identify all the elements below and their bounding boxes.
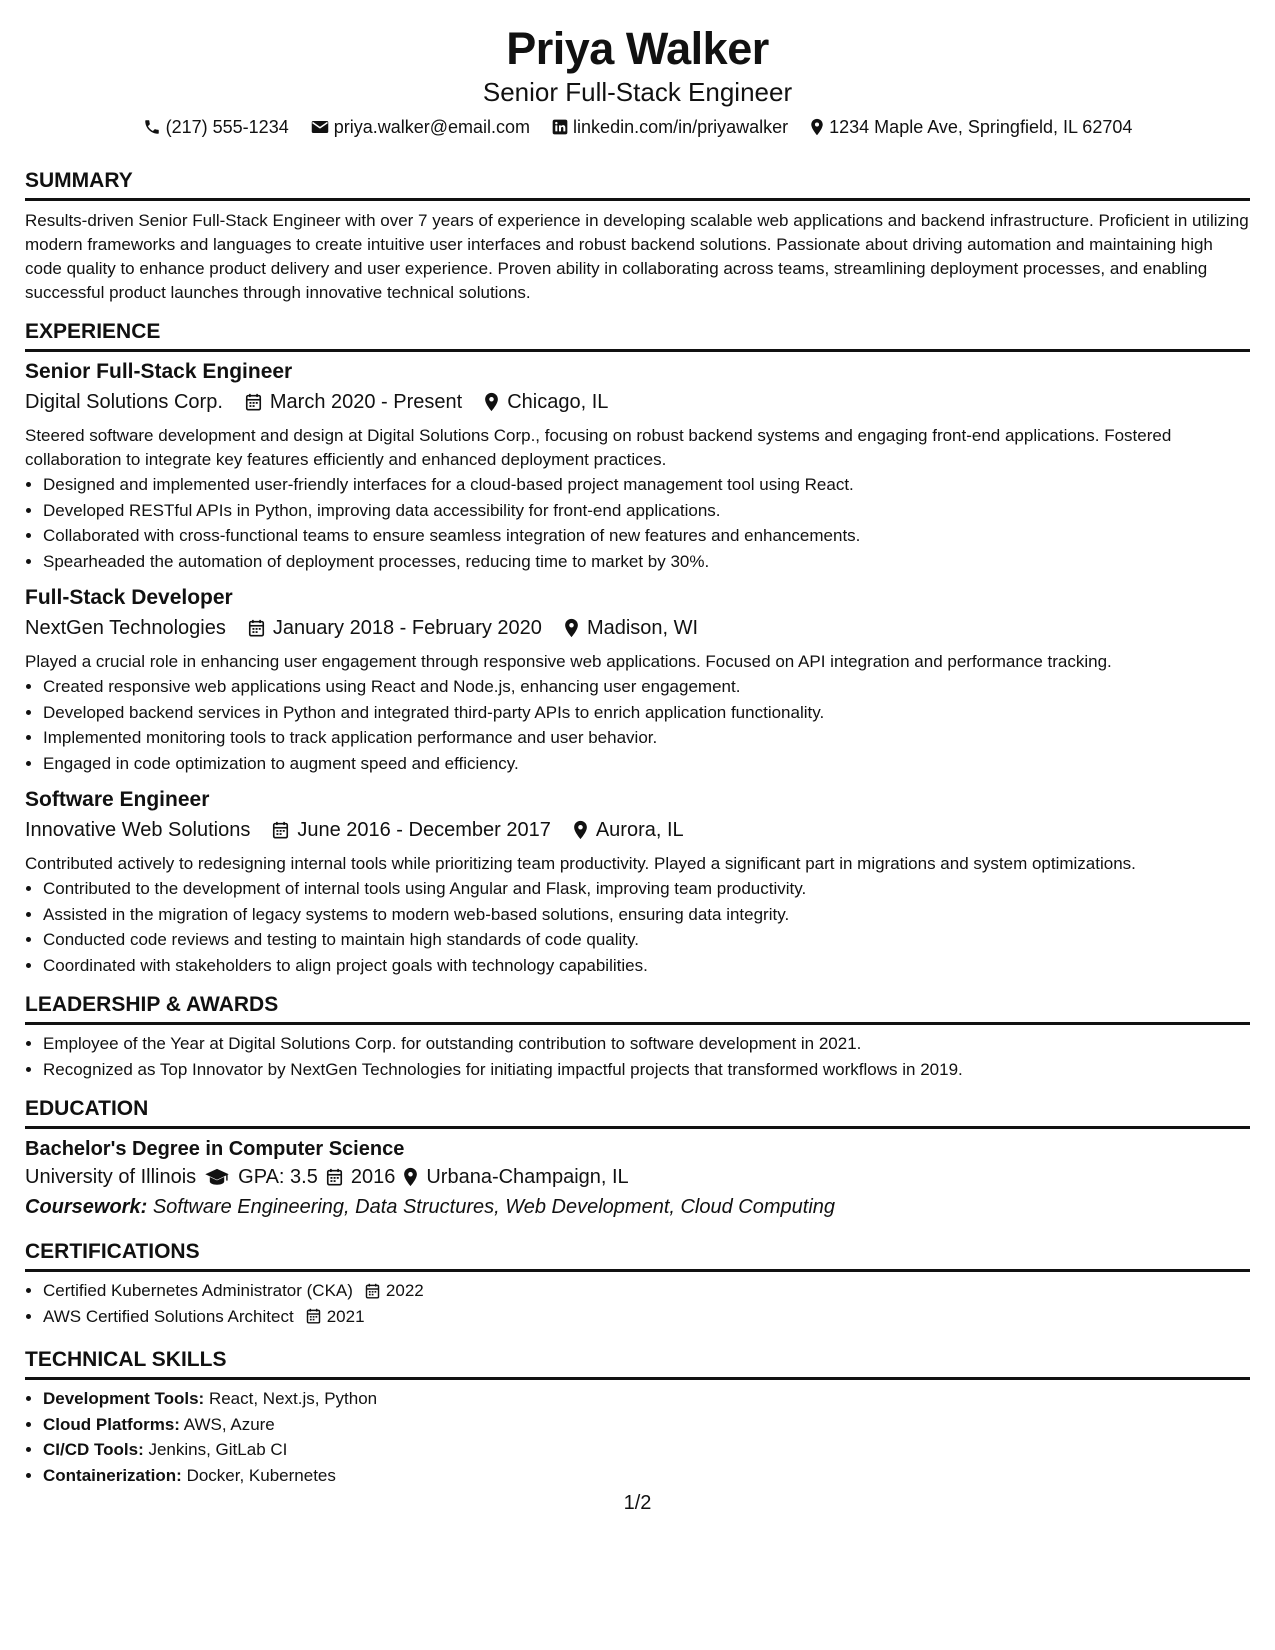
job-entry xyxy=(25,358,1250,574)
gpa: GPA: 3.5 xyxy=(238,1166,318,1188)
skills-list xyxy=(25,1386,1250,1488)
job-title: Full-Stack Developer xyxy=(25,586,233,609)
leadership-heading: LEADERSHIP & AWARDS xyxy=(25,992,1250,1025)
skill-label: CI/CD Tools: xyxy=(43,1440,144,1459)
job-dates: March 2020 - Present xyxy=(269,391,463,413)
candidate-name: Priya Walker xyxy=(506,23,769,74)
job-location: Madison, WI xyxy=(586,617,699,639)
phone-icon xyxy=(143,118,161,136)
leadership-section xyxy=(25,992,1250,1082)
skill-value: React, Next.js, Python xyxy=(208,1389,378,1408)
job-meta xyxy=(25,614,1250,642)
job-meta xyxy=(25,388,1250,416)
list-item xyxy=(43,1386,1250,1412)
graduation-cap-icon xyxy=(204,1168,230,1186)
job-title: Senior Full-Stack Engineer xyxy=(25,360,293,383)
page-number: 1/2 xyxy=(623,1492,652,1514)
degree-title: Bachelor's Degree in Computer Science xyxy=(25,1138,405,1160)
location-icon xyxy=(573,820,588,840)
cert-year: 2021 xyxy=(326,1306,365,1326)
list-item: • Created responsive web applications using React and Node.js, enhancing user engagement. xyxy=(43,674,1250,700)
list-item: • Conducted code reviews and testing to maintain high standards of code quality. xyxy=(43,927,1250,953)
education-heading: EDUCATION xyxy=(25,1096,1250,1129)
calendar-icon xyxy=(306,1308,321,1324)
leadership-list xyxy=(25,1031,1250,1082)
list-item xyxy=(43,1304,1250,1330)
list-item: • Employee of the Year at Digital Solutions Corp. for outstanding contribution to software development in 2021. xyxy=(43,1031,1250,1057)
job-bullets xyxy=(25,472,1250,574)
job-dates: January 2018 - February 2020 xyxy=(272,617,542,639)
list-item: • Designed and implemented user-friendly interfaces for a cloud-based project management tool using React. xyxy=(43,472,1250,498)
job-bullets xyxy=(25,674,1250,776)
candidate-title: Senior Full-Stack Engineer xyxy=(482,77,793,107)
list-item: • Implemented monitoring tools to track application performance and user behavior. xyxy=(43,725,1250,751)
list-item: • Recognized as Top Innovator by NextGen Technologies for initiating impactful projects that transformed workflows in 2019. xyxy=(43,1057,1250,1083)
list-item xyxy=(43,1412,1250,1438)
list-item: • Developed backend services in Python and integrated third-party APIs to enrich application functionality. xyxy=(43,700,1250,726)
contact-phone-text: (217) 555-1234 xyxy=(165,117,289,137)
calendar-icon xyxy=(245,393,262,411)
list-item: • Assisted in the migration of legacy systems to modern web-based solutions, ensuring data integrity. xyxy=(43,902,1250,928)
skills-heading: TECHNICAL SKILLS xyxy=(25,1347,1250,1380)
summary-section xyxy=(25,168,1250,305)
contact-address-text: 1234 Maple Ave, Springfield, IL 62704 xyxy=(829,117,1133,137)
job-location: Aurora, IL xyxy=(595,819,684,841)
job-company: NextGen Technologies xyxy=(25,617,226,639)
graduation-year: 2016 xyxy=(350,1166,396,1188)
coursework xyxy=(25,1193,1250,1221)
job-dates: June 2016 - December 2017 xyxy=(297,819,551,841)
education-meta xyxy=(25,1163,1250,1191)
skill-label: Cloud Platforms: xyxy=(43,1414,180,1434)
list-item xyxy=(43,1278,1250,1304)
skills-section xyxy=(25,1347,1250,1488)
cert-name: • AWS Certified Solutions Architect xyxy=(43,1306,294,1326)
list-item: • Coordinated with stakeholders to align project goals with technology capabilities. xyxy=(43,953,1250,979)
skill-label: Development Tools: xyxy=(43,1389,205,1408)
calendar-icon xyxy=(272,821,289,839)
job-summary: Contributed actively to redesigning internal tools while prioritizing team productivity. Played a significant part in migrations and system optimizations. xyxy=(25,854,1136,873)
location-icon xyxy=(810,118,824,136)
contact-bar xyxy=(25,114,1250,140)
calendar-icon xyxy=(248,619,265,637)
experience-heading: EXPERIENCE xyxy=(25,319,1250,352)
job-company: Digital Solutions Corp. xyxy=(25,391,223,413)
location-icon xyxy=(484,392,499,412)
experience-section xyxy=(25,319,1250,978)
list-item: • Spearheaded the automation of deployment processes, reducing time to market by 30%. xyxy=(43,549,1250,575)
list-item: • Developed RESTful APIs in Python, improving data accessibility for front-end applications. xyxy=(43,498,1250,524)
contact-phone[interactable] xyxy=(143,114,289,140)
summary-heading: SUMMARY xyxy=(25,168,1250,201)
contact-email-text: priya.walker@email.com xyxy=(333,117,531,137)
skill-label: Containerization: xyxy=(43,1465,182,1485)
summary-text: Results-driven Senior Full-Stack Engineer with over 7 years of experience in developing scalable web applications and backend infrastructure. Proficient in utilizing modern frameworks and languages to create intuitive user interfaces and robust backend solutions. Passionate about driving automation and maintaining high code quality to enhance product delivery and user experience. Proven ability in collaborating across teams, streamlining deployment processes, and enabling successful product launches through innovative technical solutions. xyxy=(25,211,1249,302)
school-name: University of Illinois xyxy=(25,1166,197,1188)
calendar-icon xyxy=(326,1168,343,1186)
job-entry xyxy=(25,584,1250,776)
contact-linkedin[interactable] xyxy=(552,114,788,140)
location-icon xyxy=(564,618,579,638)
job-entry xyxy=(25,786,1250,978)
contact-email[interactable] xyxy=(311,114,530,140)
job-bullets xyxy=(25,876,1250,978)
resume-header xyxy=(25,0,1250,140)
skill-value: Docker, Kubernetes xyxy=(186,1465,336,1485)
job-summary: Played a crucial role in enhancing user engagement through responsive web applications. Focused on API integration and performance tracking. xyxy=(25,652,1112,671)
job-title: Software Engineer xyxy=(25,788,210,811)
skill-value: AWS, Azure xyxy=(183,1414,275,1434)
list-item xyxy=(43,1463,1250,1489)
job-location: Chicago, IL xyxy=(507,391,609,413)
job-company: Innovative Web Solutions xyxy=(25,819,251,841)
mail-icon xyxy=(311,119,329,135)
certifications-list xyxy=(25,1278,1250,1329)
location-icon xyxy=(403,1167,418,1187)
contact-address xyxy=(810,114,1132,140)
list-item: • Contributed to the development of internal tools using Angular and Flask, improving team productivity. xyxy=(43,876,1250,902)
coursework-label: Coursework: xyxy=(25,1196,148,1218)
resume-page xyxy=(25,0,1250,1488)
list-item: • Collaborated with cross-functional teams to ensure seamless integration of new features and enhancements. xyxy=(43,523,1250,549)
skill-value: Jenkins, GitLab CI xyxy=(148,1440,288,1459)
cert-year: 2022 xyxy=(385,1281,424,1300)
job-summary: Steered software development and design at Digital Solutions Corp., focusing on robust backend systems and engaging front-end applications. Fostered collaboration to integrate key features efficiently and enhanced deployment practices. xyxy=(25,426,1172,469)
job-meta xyxy=(25,816,1250,844)
list-item xyxy=(43,1437,1250,1463)
calendar-icon xyxy=(365,1283,380,1299)
certifications-section xyxy=(25,1239,1250,1329)
linkedin-icon xyxy=(552,119,568,135)
certifications-heading: CERTIFICATIONS xyxy=(25,1239,1250,1272)
school-location: Urbana-Champaign, IL xyxy=(426,1166,629,1188)
contact-linkedin-text: linkedin.com/in/priyawalker xyxy=(573,117,789,137)
education-section xyxy=(25,1096,1250,1221)
list-item: • Engaged in code optimization to augment speed and efficiency. xyxy=(43,751,1250,777)
cert-name: • Certified Kubernetes Administrator (CKA) xyxy=(43,1281,353,1300)
coursework-list: Software Engineering, Data Structures, Web Development, Cloud Computing xyxy=(152,1196,836,1218)
